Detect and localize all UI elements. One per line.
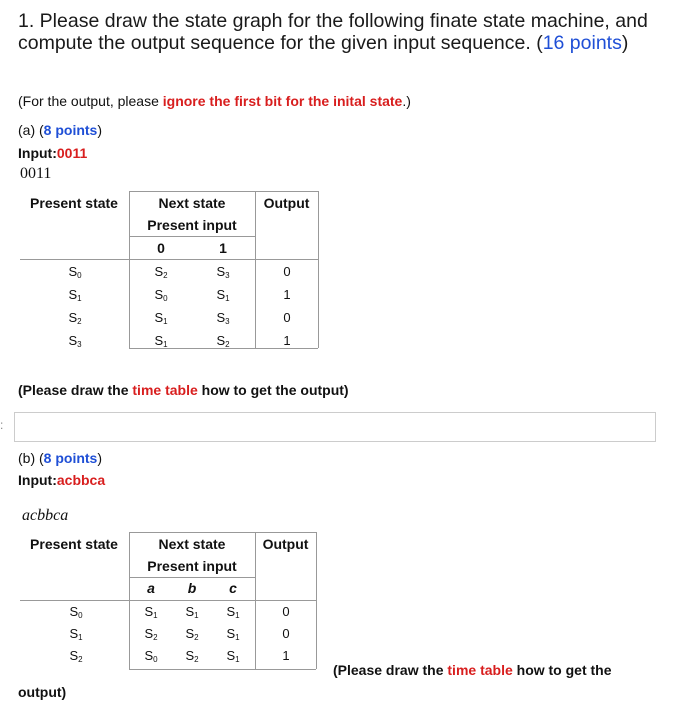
next-a-0-1-letter: S [216,264,226,279]
next-a-0-0-letter: S [154,264,164,279]
next-b-1-b [177,626,207,642]
next-a-3-1 [208,333,238,349]
next-a-3-1-letter: S [216,333,226,348]
next-a-3-0-subscript: 1 [163,340,168,349]
output-a-2: 0 [283,310,291,325]
next-a-1-1-subscript: 1 [225,294,230,303]
output-a-1: 1 [283,287,291,302]
state-a-1 [60,287,90,303]
next-a-3-0-letter: S [154,333,164,348]
time-table-note-b-wrap: output) [18,684,67,700]
tt-a-open: (Please draw the [18,382,133,398]
time-table-note-b [333,662,612,678]
output-a-0: 0 [283,264,291,279]
answer-input-box[interactable] [14,412,656,442]
tt-b-open: (Please draw the [333,662,448,678]
next-b-0-b-subscript: 1 [194,611,199,620]
state-b-0 [61,604,91,620]
present-input-header-b: Present input [147,558,237,574]
next-b-2-a [136,648,166,664]
part-a-input-label: Input: [18,145,57,161]
part-a-close: ) [97,122,103,138]
state-a-0-letter: S [68,264,78,279]
title-points: 16 points [542,32,622,54]
next-b-2-b-subscript: 2 [194,655,199,664]
next-b-1-c [218,626,248,642]
next-b-0-c [218,604,248,620]
next-b-1-c-subscript: 1 [235,633,240,642]
next-a-2-0-subscript: 1 [163,317,168,326]
input-col-a: a [147,580,155,596]
next-a-3-1-subscript: 2 [225,340,230,349]
part-b-answer-line: acbbca [22,507,69,524]
next-b-2-c-subscript: 1 [235,655,240,664]
next-a-2-1-letter: S [216,310,226,325]
next-state-header-a: Next state [158,195,226,211]
input-col-0: 0 [157,240,165,256]
next-b-1-a-subscript: 2 [153,633,158,642]
next-b-2-b-letter: S [185,648,195,663]
next-b-2-a-subscript: 0 [153,655,158,664]
part-a-answer-line: 0011 [20,165,52,182]
next-a-1-0 [146,287,176,303]
state-b-0-subscript: 0 [78,611,83,620]
next-a-0-0-subscript: 2 [163,271,168,280]
next-a-1-0-subscript: 0 [163,294,168,303]
tt-a-red: time table [132,382,198,398]
next-a-3-0 [146,333,176,349]
next-a-2-0-letter: S [154,310,164,325]
part-b-open: (b) ( [18,450,44,466]
state-a-3-subscript: 3 [77,340,82,349]
next-a-2-1-subscript: 3 [225,317,230,326]
next-b-2-b [177,648,207,664]
tt-b-close: how to get the [512,662,612,678]
state-a-1-subscript: 1 [77,294,82,303]
part-b-input [18,472,105,488]
next-b-1-b-subscript: 2 [194,633,199,642]
next-b-0-c-subscript: 1 [235,611,240,620]
part-a-open: (a) ( [18,122,44,138]
next-a-1-0-letter: S [154,287,164,302]
next-a-0-1 [208,264,238,280]
next-b-1-a [136,626,166,642]
next-a-2-1 [208,310,238,326]
state-b-0-letter: S [69,604,79,619]
next-a-2-0 [146,310,176,326]
next-state-header-b: Next state [158,536,226,552]
state-b-2-letter: S [69,648,79,663]
part-b-points: 8 points [43,450,98,466]
part-b-input-value: acbbca [56,472,106,488]
state-b-2-subscript: 2 [78,655,83,664]
output-header-a: Output [263,195,310,211]
tt-b-red: time table [447,662,513,678]
next-b-0-a-letter: S [144,604,154,619]
state-a-3-letter: S [68,333,78,348]
part-b-close: ) [97,450,103,466]
state-a-3 [60,333,90,349]
tt-a-close: how to get the output) [197,382,349,398]
part-a-input-value: 0011 [56,145,88,161]
input-col-c: c [229,580,237,596]
note-highlight: ignore the first bit for the inital state [162,93,403,109]
output-note [18,93,411,109]
output-header-b: Output [262,536,309,552]
note-close: .) [402,93,411,109]
answer-marker: : [0,418,4,432]
next-b-0-a-subscript: 1 [153,611,158,620]
next-a-1-1 [208,287,238,303]
output-b-1: 0 [282,626,290,641]
present-state-header-b: Present state [30,536,118,552]
title-text: 1. Please draw the state graph for the following finate state machine, and compute the output sequence for the given input sequence. ( [18,10,648,54]
part-b-input-label: Input: [18,472,57,488]
part-a-label [18,122,102,138]
next-b-2-c [218,648,248,664]
next-a-1-1-letter: S [216,287,226,302]
input-col-b: b [187,580,197,596]
next-b-0-c-letter: S [226,604,236,619]
state-a-0 [60,264,90,280]
next-a-0-0 [146,264,176,280]
question-title [18,10,678,54]
state-a-2-letter: S [68,310,78,325]
state-b-1-letter: S [69,626,79,641]
input-col-1: 1 [219,240,227,256]
note-text: (For the output, please [18,93,163,109]
next-b-1-b-letter: S [185,626,195,641]
state-a-1-letter: S [68,287,78,302]
time-table-note-a [18,382,349,398]
state-b-1-subscript: 1 [78,633,83,642]
present-input-header-a: Present input [147,217,237,233]
state-b-1 [61,626,91,642]
title-close: ) [621,32,629,54]
part-a-input [18,145,87,161]
part-a-points: 8 points [43,122,98,138]
state-b-2 [61,648,91,664]
next-b-2-c-letter: S [226,648,236,663]
output-b-2: 1 [282,648,290,663]
next-a-0-1-subscript: 3 [225,271,230,280]
next-b-0-a [136,604,166,620]
part-b-label [18,450,102,466]
state-a-0-subscript: 0 [77,271,82,280]
state-a-2 [60,310,90,326]
output-a-3: 1 [283,333,291,348]
next-b-0-b [177,604,207,620]
state-a-2-subscript: 2 [77,317,82,326]
present-state-header-a: Present state [30,195,118,211]
next-b-1-a-letter: S [144,626,154,641]
output-b-0: 0 [282,604,290,619]
next-b-1-c-letter: S [226,626,236,641]
next-b-0-b-letter: S [185,604,195,619]
next-b-2-a-letter: S [144,648,154,663]
